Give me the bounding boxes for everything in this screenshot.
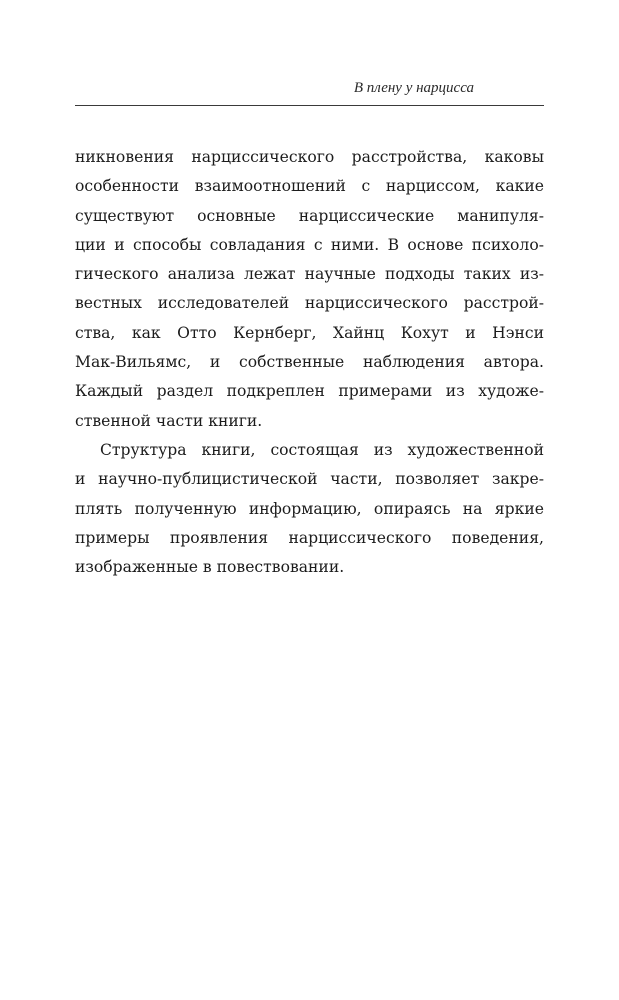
text-line: ции и способы совладания с ними. В основе психоло- (75, 235, 544, 254)
text-line: примеры проявления нарциссического поведения, (75, 528, 544, 547)
text-line: ственной части книги. (75, 411, 263, 430)
text-line: никновения нарциссического расстройства, каковы (75, 148, 544, 166)
body-text (75, 143, 544, 582)
text-line: существуют основные нарциссические манипуля- (75, 206, 544, 225)
text-line: плять полученную информацию, опираясь на яркие (75, 499, 544, 518)
text-line: Структура книги, состоящая из художественной (100, 440, 544, 459)
text-line: Каждый раздел подкреплен примерами из художе- (75, 382, 544, 401)
paragraph-1 (75, 143, 544, 436)
text-line: изображенные в повествовании. (75, 558, 345, 577)
text-line: ства, как Отто Кернберг, Хайнц Кохут и Нэнси (75, 323, 544, 342)
running-head-title: В плену у нарцисса (353, 80, 474, 96)
header-rule (75, 105, 544, 106)
text-line: и научно-публицистической части, позволяет закре- (75, 470, 544, 489)
text-line: гического анализа лежат научные подходы таких из- (75, 265, 544, 284)
text-line: Мак-Вильямс, и собственные наблюдения автора. (75, 353, 544, 372)
paragraph-2 (75, 436, 544, 582)
text-line: особенности взаимоотношений с нарциссом, какие (75, 177, 544, 196)
text-line: вестных исследователей нарциссического расстрой- (75, 294, 544, 313)
